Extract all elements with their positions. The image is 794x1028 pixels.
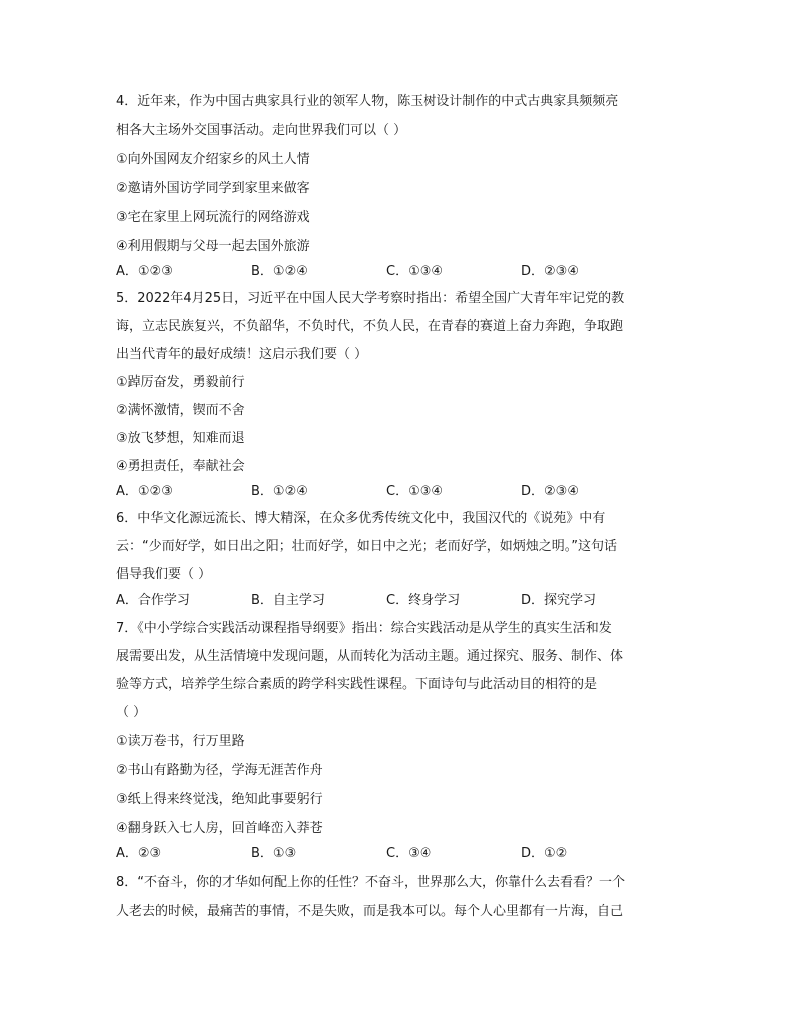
question-6-options — [116, 592, 676, 610]
question-4-option-a[interactable]: A．①②③ — [116, 264, 173, 279]
question-4-option-b[interactable]: B．①②④ — [251, 264, 308, 279]
question-4-options — [116, 263, 676, 281]
question-6-line-3: 倡导我们要（ ） — [116, 567, 212, 582]
question-7-option-d[interactable]: D．①② — [521, 846, 568, 861]
question-4-item-4: ④利用假期与父母一起去国外旅游 — [116, 239, 310, 254]
question-5-item-1: ①踔厉奋发，勇毅前行 — [116, 375, 245, 390]
question-5-option-d[interactable]: D．②③④ — [521, 484, 579, 499]
question-6-option-d[interactable]: D．探究学习 — [521, 593, 597, 608]
question-4-line-2: 相各大主场外交国事活动。走向世界我们可以（ ） — [116, 123, 407, 138]
question-6-line-2: 云：“少而好学，如日出之阳；壮而好学，如日中之光；老而好学，如炳烛之明。”这句话 — [116, 539, 617, 554]
question-4-item-2: ②邀请外国访学同学到家里来做客 — [116, 181, 310, 196]
question-5-item-3: ③放飞梦想，知难而退 — [116, 431, 245, 446]
question-5-option-a[interactable]: A．①②③ — [116, 484, 173, 499]
question-7-item-2: ②书山有路勤为径，学海无涯苦作舟 — [116, 763, 323, 778]
question-8-line-1: 8．“不奋斗，你的才华如何配上你的任性？不奋斗，世界那么大，你靠什么去看看？一个 — [116, 875, 626, 890]
question-7-option-c[interactable]: C．③④ — [386, 846, 432, 861]
question-5-options — [116, 483, 676, 501]
question-4-item-1: ①向外国网友介绍家乡的风土人情 — [116, 152, 310, 167]
question-6-option-a[interactable]: A．合作学习 — [116, 593, 190, 608]
question-4-option-c[interactable]: C．①③④ — [386, 264, 444, 279]
question-7-line-4: （ ） — [116, 705, 147, 720]
question-5-line-2: 诲，立志民族复兴，不负韶华，不负时代，不负人民，在青春的赛道上奋力奔跑，争取跑 — [116, 319, 624, 334]
question-7-line-1: 7．《中小学综合实践活动课程指导纲要》指出：综合实践活动是从学生的真实生活和发 — [116, 621, 612, 636]
question-5-item-4: ④勇担责任，奉献社会 — [116, 459, 245, 474]
question-7-item-4: ④翻身跃入七人房，回首峰峦入莽苍 — [116, 821, 323, 836]
question-5-option-b[interactable]: B．①②④ — [251, 484, 308, 499]
question-7-item-3: ③纸上得来终觉浅，绝知此事要躬行 — [116, 792, 323, 807]
question-8-line-2: 人老去的时候，最痛苦的事情，不是失败，而是我本可以。每个人心里都有一片海，自己 — [116, 904, 624, 919]
question-7-options — [116, 845, 676, 863]
question-4-item-3: ③宅在家里上网玩流行的网络游戏 — [116, 210, 310, 225]
question-5-option-c[interactable]: C．①③④ — [386, 484, 444, 499]
question-7-line-2: 展需要出发，从生活情境中发现问题，从而转化为活动主题。通过探究、服务、制作、体 — [116, 649, 624, 664]
question-7-option-b[interactable]: B．①③ — [251, 846, 297, 861]
question-6-line-1: 6．中华文化源远流长、博大精深，在众多优秀传统文化中，我国汉代的《说苑》中有 — [116, 511, 606, 526]
question-4-option-d[interactable]: D．②③④ — [521, 264, 579, 279]
question-7-option-a[interactable]: A．②③ — [116, 846, 162, 861]
question-4-line-1: 4．近年来，作为中国古典家具行业的领军人物，陈玉树设计制作的中式古典家具频频亮 — [116, 94, 619, 109]
question-6-option-c[interactable]: C．终身学习 — [386, 593, 461, 608]
question-5-line-3: 出当代青年的最好成绩！这启示我们要（ ） — [116, 347, 368, 362]
question-5-line-1: 5．2022年4月25日，习近平在中国人民大学考察时指出：希望全国广大青年牢记党的教 — [116, 291, 625, 306]
question-6-option-b[interactable]: B．自主学习 — [251, 593, 325, 608]
question-5-item-2: ②满怀激情，锲而不舍 — [116, 403, 245, 418]
question-7-item-1: ①读万卷书，行万里路 — [116, 734, 245, 749]
question-7-line-3: 验等方式，培养学生综合素质的跨学科实践性课程。下面诗句与此活动目的相符的是 — [116, 677, 598, 692]
